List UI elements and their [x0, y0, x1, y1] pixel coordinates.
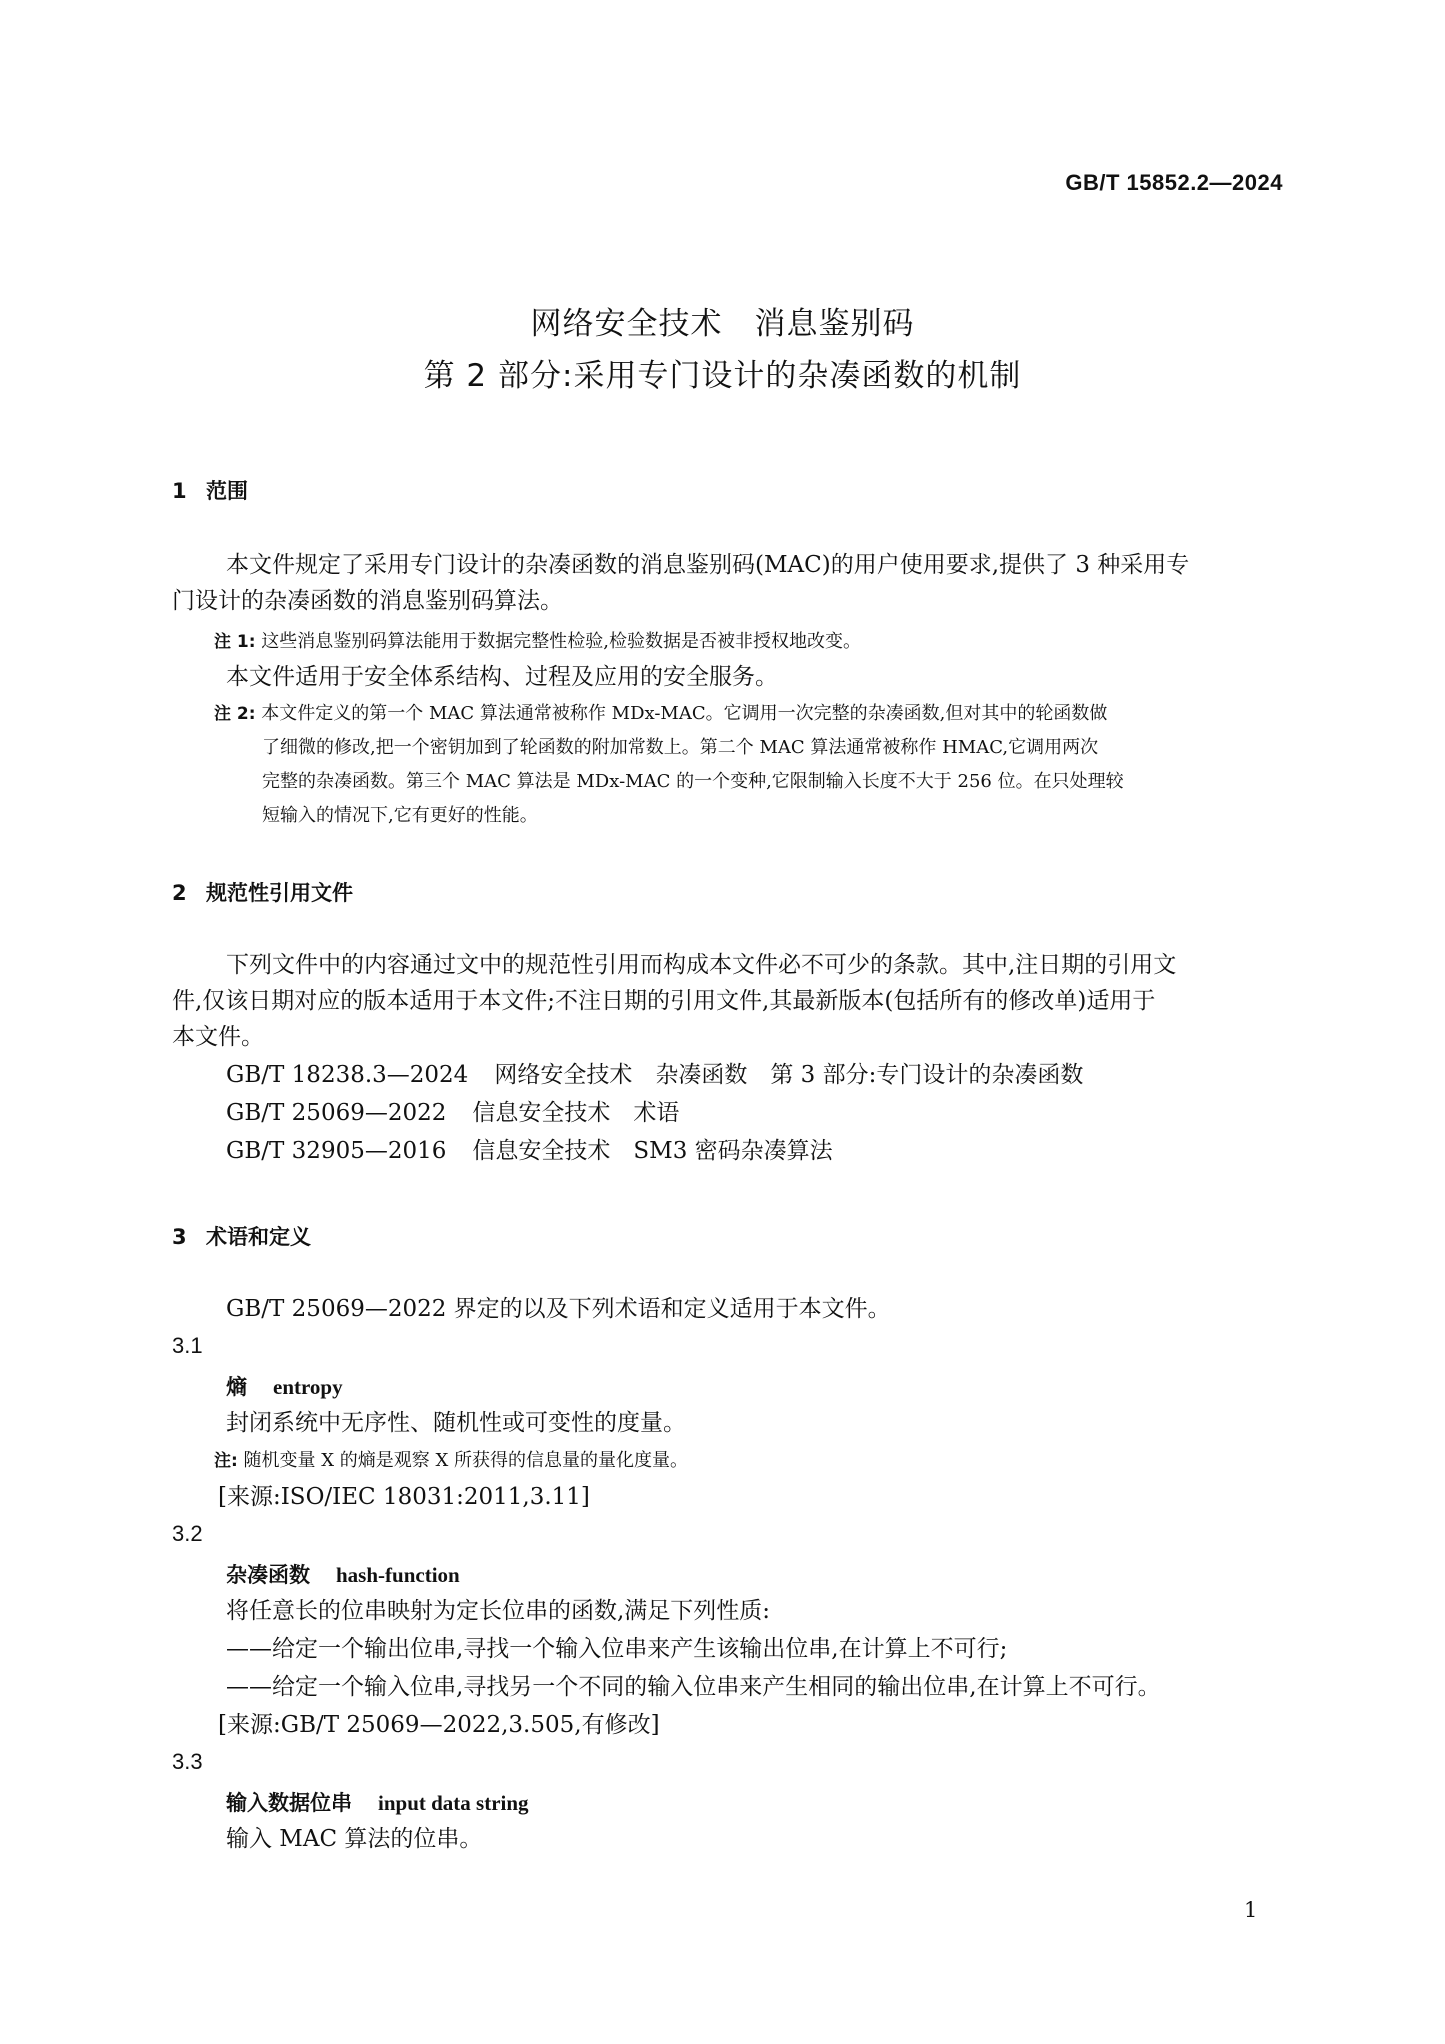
term-number: 3.2: [172, 1521, 203, 1546]
reference-code: GB/T 18238.3—2024: [226, 1062, 469, 1088]
section-number: 2: [172, 881, 187, 905]
note-text: 随机变量 X 的熵是观察 X 所获得的信息量的量化度量。: [243, 1450, 689, 1471]
term-heading: [226, 1371, 343, 1401]
term-source: [来源:ISO/IEC 18031:2011,3.11]: [218, 1484, 590, 1510]
note-label: 注 2:: [214, 704, 256, 724]
reference-title: 网络安全技术 杂凑函数 第 3 部分:专门设计的杂凑函数: [494, 1062, 1084, 1088]
note-label: 注:: [214, 1451, 238, 1471]
section-2-para-line1: 下列文件中的内容通过文中的规范性引用而构成本文件必不可少的条款。其中,注日期的引用文: [226, 952, 1177, 978]
section-2-para-line3: 本文件。: [172, 1024, 264, 1050]
term-list-item: ——给定一个输入位串,寻找另一个不同的输入位串来产生相同的输出位串,在计算上不可行。: [226, 1674, 1161, 1700]
section-title: 规范性引用文件: [206, 881, 353, 905]
term-en: entropy: [273, 1375, 343, 1399]
note-label: 注 1:: [214, 632, 256, 652]
section-1-para1-line1: 本文件规定了采用专门设计的杂凑函数的消息鉴别码(MAC)的用户使用要求,提供了 3 种采用专: [226, 552, 1190, 578]
reference-item: [226, 1057, 1083, 1093]
page-number: 1: [1244, 1898, 1258, 1922]
section-3-intro: GB/T 25069—2022 界定的以及下列术语和定义适用于本文件。: [226, 1296, 891, 1322]
term-heading: [226, 1559, 460, 1589]
section-2-para-line2: 件,仅该日期对应的版本适用于本文件;不注日期的引用文件,其最新版本(包括所有的修改单)适用于: [172, 988, 1156, 1014]
term-definition: 封闭系统中无序性、随机性或可变性的度量。: [226, 1410, 686, 1436]
term-definition: 输入 MAC 算法的位串。: [226, 1826, 483, 1852]
document-title-line2: 第 2 部分:采用专门设计的杂凑函数的机制: [423, 358, 1022, 394]
note-text-line1: 本文件定义的第一个 MAC 算法通常被称作 MDx-MAC。它调用一次完整的杂凑函数,但对其中的轮函数做: [261, 703, 1108, 724]
section-3-heading: [172, 1221, 311, 1251]
term-definition: 将任意长的位串映射为定长位串的函数,满足下列性质:: [226, 1598, 771, 1624]
note-2-line2: 了细微的修改,把一个密钥加到了轮函数的附加常数上。第二个 MAC 算法通常被称作 HMAC,它调用两次: [262, 737, 1099, 758]
reference-item: [226, 1133, 833, 1169]
term-number: 3.1: [172, 1333, 203, 1358]
section-title: 范围: [206, 479, 248, 503]
term-source: [来源:GB/T 25069—2022,3.505,有修改]: [218, 1712, 660, 1738]
section-1-heading: [172, 475, 248, 505]
reference-title: 信息安全技术 SM3 密码杂凑算法: [472, 1138, 833, 1164]
note-2-line3: 完整的杂凑函数。第三个 MAC 算法是 MDx-MAC 的一个变种,它限制输入长度不大于 256 位。在只处理较: [262, 771, 1124, 792]
term-list-item: ——给定一个输出位串,寻找一个输入位串来产生该输出位串,在计算上不可行;: [226, 1636, 1008, 1662]
section-2-heading: [172, 877, 353, 907]
section-1-para2: 本文件适用于安全体系结构、过程及应用的安全服务。: [226, 664, 778, 690]
section-number: 3: [172, 1225, 187, 1249]
reference-code: GB/T 25069—2022: [226, 1100, 447, 1126]
note-2-line4: 短输入的情况下,它有更好的性能。: [262, 805, 538, 826]
term-en: input data string: [378, 1791, 529, 1815]
reference-item: [226, 1095, 679, 1131]
term-note: [214, 1444, 688, 1478]
term-zh: 熵: [226, 1375, 247, 1399]
section-number: 1: [172, 479, 187, 503]
standard-id: GB/T 15852.2—2024: [1065, 170, 1283, 195]
section-1-para1-line2: 门设计的杂凑函数的消息鉴别码算法。: [172, 588, 563, 614]
term-en: hash-function: [336, 1563, 460, 1587]
reference-title: 信息安全技术 术语: [472, 1100, 680, 1126]
note-1: [214, 625, 861, 659]
section-title: 术语和定义: [206, 1225, 311, 1249]
term-number: 3.3: [172, 1749, 203, 1774]
term-heading: [226, 1787, 529, 1817]
term-zh: 杂凑函数: [226, 1563, 310, 1587]
note-2: [214, 697, 1107, 731]
document-title-line1: 网络安全技术 消息鉴别码: [530, 306, 915, 342]
reference-code: GB/T 32905—2016: [226, 1138, 447, 1164]
term-zh: 输入数据位串: [226, 1791, 352, 1815]
note-text: 这些消息鉴别码算法能用于数据完整性检验,检验数据是否被非授权地改变。: [261, 631, 861, 652]
